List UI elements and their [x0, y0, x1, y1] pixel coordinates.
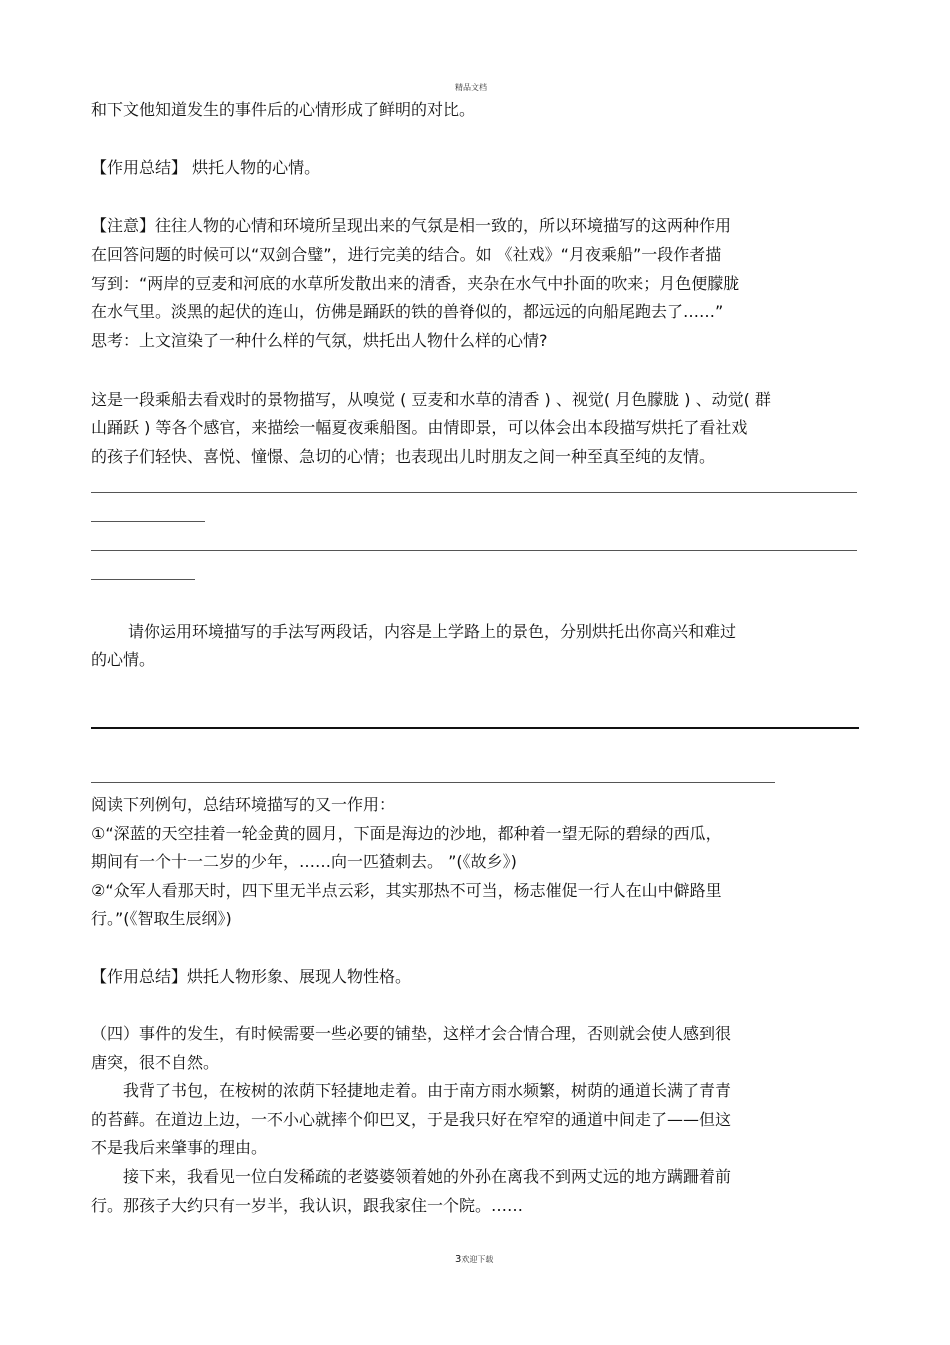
- answer-blank-line: [91, 492, 857, 493]
- writing-line: [91, 782, 775, 783]
- summary-heading: 【作用总结】 烘托人物的心情。: [91, 158, 321, 177]
- passage-line: 行。那孩子大约只有一岁半，我认识，跟我家住一个院。……: [91, 1196, 524, 1215]
- passage-line: 接下来，我看见一位白发稀疏的老婆婆领着她的外孙在离我不到两丈远的地方蹒跚着前: [123, 1167, 732, 1186]
- exercise-prompt: 的心情。: [91, 650, 156, 669]
- summary-heading: 【作用总结】烘托人物形象、展现人物性格。: [91, 967, 412, 986]
- page-footer: [455, 1254, 493, 1266]
- question-line: 思考：上文渲染了一种什么样的气氛，烘托出人物什么样的心情?: [91, 331, 548, 350]
- example-sentence: ②“众军人看那天时，四下里无半点云彩，其实那热不可当，杨志催促一行人在山中僻路里: [91, 881, 722, 900]
- note-line: 写到：“两岸的豆麦和河底的水草所发散出来的清香，夹杂在水气中扑面的吹来；月色便朦胧: [91, 274, 740, 293]
- note-line: 在回答问题的时候可以“双剑合璧”，进行完美的结合。如 《社戏》“月夜乘船”一段作者描: [91, 245, 722, 264]
- writing-line: [91, 727, 859, 729]
- answer-blank-line: [91, 521, 205, 522]
- answer-blank-line: [91, 550, 857, 551]
- example-sentence: ①“深蓝的天空挂着一轮金黄的圆月，下面是海边的沙地，都种着一望无际的碧绿的西瓜，: [91, 824, 722, 843]
- example-sentence: 行。”(《智取生辰纲》): [91, 909, 232, 928]
- note-line: 【注意】往往人物的心情和环境所呈现出来的气氛是相一致的，所以环境描写的这两种作用: [91, 216, 732, 235]
- passage-line: 我背了书包，在桉树的浓荫下轻捷地走着。由于南方雨水频繁，树荫的通道长满了青青: [123, 1081, 732, 1100]
- section-four-line: （四）事件的发生，有时候需要一些必要的铺垫，这样才会合情合理，否则就会使人感到很: [91, 1024, 732, 1043]
- answer-line: 这是一段乘船去看戏时的景物描写，从嗅觉 ( 豆麦和水草的清香 ) 、视觉( 月色朦胧 ) 、动觉( 群: [91, 390, 771, 409]
- page-number: 3: [455, 1254, 462, 1265]
- answer-line: 的孩子们轻快、喜悦、憧憬、急切的心情；也表现出儿时朋友之间一种至真至纯的友情。: [91, 447, 716, 466]
- passage-line: 不是我后来肇事的理由。: [91, 1138, 268, 1157]
- text-line: 和下文他知道发生的事件后的心情形成了鲜明的对比。: [91, 100, 476, 119]
- answer-line: 山踊跃 ) 等各个感官，来描绘一幅夏夜乘船图。由情即景，可以体会出本段描写烘托了看社戏: [91, 418, 748, 437]
- example-sentence: 期间有一个十一二岁的少年，……向一匹猹刺去。 ”(《故乡》): [91, 852, 517, 871]
- footer-text: 欢迎下载: [461, 1255, 494, 1264]
- section-four-line: 唐突，很不自然。: [91, 1053, 220, 1072]
- exercise-prompt: 请你运用环境描写的手法写两段话，内容是上学路上的景色，分别烘托出你高兴和难过: [128, 622, 737, 641]
- passage-line: 的苔藓。在道边上边，一不小心就摔个仰巴叉，于是我只好在窄窄的通道中间走了——但这: [91, 1110, 732, 1129]
- reading-instruction: 阅读下列例句，总结环境描写的又一作用：: [91, 795, 396, 814]
- note-line: 在水气里。淡黑的起伏的连山，仿佛是踊跃的铁的兽脊似的，都远远的向船尾跑去了……”: [91, 302, 724, 321]
- answer-blank-line: [91, 579, 195, 580]
- header-watermark: 精品文档: [455, 83, 487, 92]
